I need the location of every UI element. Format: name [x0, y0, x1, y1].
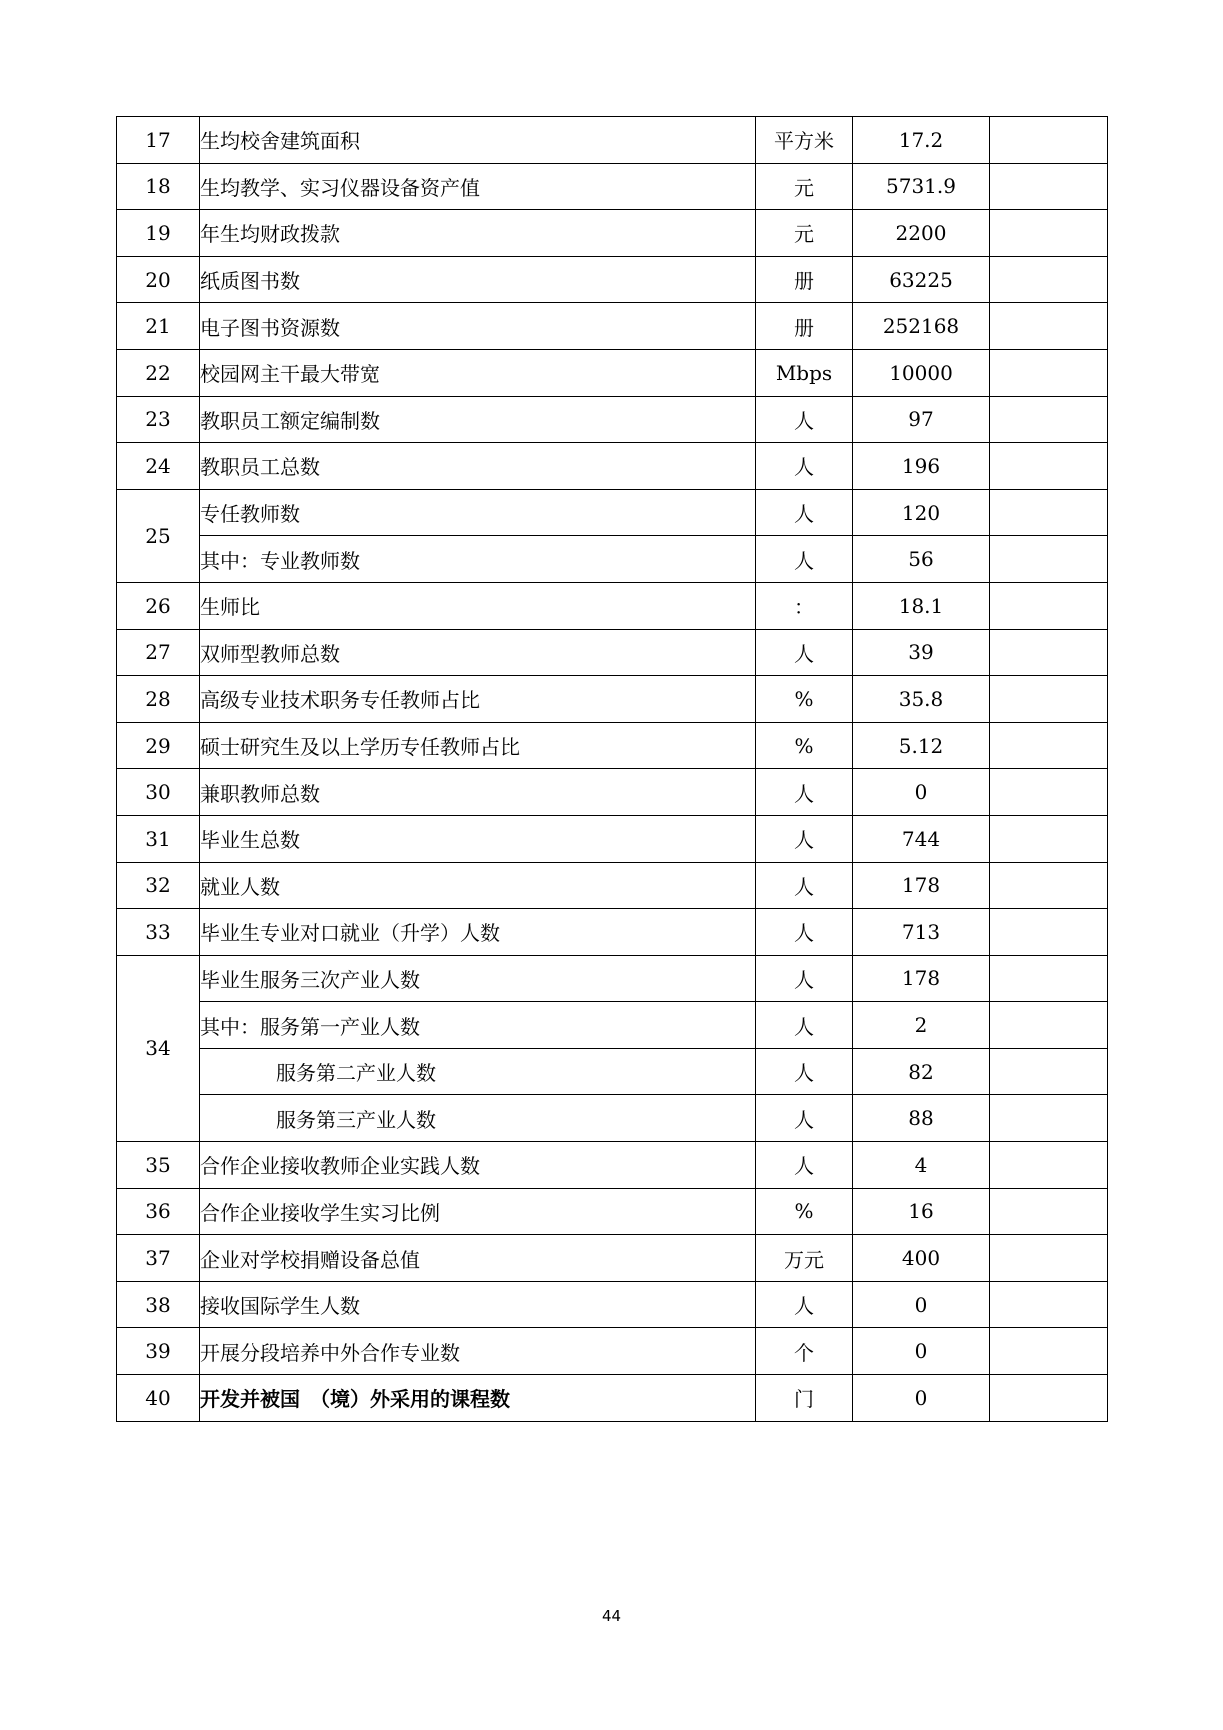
row-number: 20 [117, 256, 200, 303]
value-cell: 252168 [853, 303, 990, 350]
table-row [117, 163, 1108, 210]
unit-cell: 人 [756, 815, 853, 862]
unit-cell: % [756, 1188, 853, 1235]
indicator-name: 开展分段培养中外合作专业数 [200, 1328, 756, 1375]
indicator-name: 毕业生服务三次产业人数 [200, 955, 756, 1002]
unit-cell: 人 [756, 629, 853, 676]
unit-cell: 平方米 [756, 117, 853, 164]
remark-cell [990, 1188, 1108, 1235]
row-number: 25 [117, 489, 200, 582]
unit-cell: ： [756, 582, 853, 629]
unit-cell: 门 [756, 1375, 853, 1422]
value-cell: 400 [853, 1235, 990, 1282]
indicator-name: 高级专业技术职务专任教师占比 [200, 676, 756, 723]
table-row [117, 210, 1108, 257]
value-cell: 5.12 [853, 722, 990, 769]
value-cell: 178 [853, 862, 990, 909]
unit-cell: 人 [756, 1048, 853, 1095]
remark-cell [990, 489, 1108, 536]
remark-cell [990, 536, 1108, 583]
unit-cell: 人 [756, 955, 853, 1002]
indicator-name: 校园网主干最大带宽 [200, 349, 756, 396]
remark-cell [990, 1375, 1108, 1422]
remark-cell [990, 629, 1108, 676]
table-row [117, 722, 1108, 769]
row-number: 19 [117, 210, 200, 257]
row-number: 35 [117, 1142, 200, 1189]
unit-cell: 册 [756, 303, 853, 350]
indicator-name: 电子图书资源数 [200, 303, 756, 350]
indicator-name: 就业人数 [200, 862, 756, 909]
value-cell: 0 [853, 769, 990, 816]
remark-cell [990, 862, 1108, 909]
value-cell: 2200 [853, 210, 990, 257]
remark-cell [990, 909, 1108, 956]
page-number: 44 [601, 1607, 622, 1625]
indicator-name: 双师型教师总数 [200, 629, 756, 676]
value-cell: 0 [853, 1328, 990, 1375]
remark-cell [990, 1095, 1108, 1142]
row-number: 29 [117, 722, 200, 769]
table-row [117, 909, 1108, 956]
value-cell: 120 [853, 489, 990, 536]
remark-cell [990, 1328, 1108, 1375]
value-cell: 10000 [853, 349, 990, 396]
value-cell: 744 [853, 815, 990, 862]
table-row [117, 256, 1108, 303]
remark-cell [990, 163, 1108, 210]
row-number: 33 [117, 909, 200, 956]
table-row [117, 443, 1108, 490]
remark-cell [990, 396, 1108, 443]
table-row [117, 117, 1108, 164]
indicator-name: 年生均财政拨款 [200, 210, 756, 257]
remark-cell [990, 303, 1108, 350]
table-row [117, 1095, 1108, 1142]
row-number: 36 [117, 1188, 200, 1235]
table-row [117, 1188, 1108, 1235]
indicator-name: 毕业生专业对口就业（升学）人数 [200, 909, 756, 956]
indicator-name: 其中：专业教师数 [200, 536, 756, 583]
value-cell: 196 [853, 443, 990, 490]
indicator-name: 开发并被国 （境）外采用的课程数 [200, 1375, 756, 1422]
indicator-name: 服务第二产业人数 [200, 1048, 756, 1095]
indicator-name: 生师比 [200, 582, 756, 629]
value-cell: 16 [853, 1188, 990, 1235]
row-number: 39 [117, 1328, 200, 1375]
value-cell: 97 [853, 396, 990, 443]
table-row [117, 349, 1108, 396]
unit-cell: 人 [756, 443, 853, 490]
indicator-name: 接收国际学生人数 [200, 1281, 756, 1328]
value-cell: 17.2 [853, 117, 990, 164]
indicator-name: 合作企业接收学生实习比例 [200, 1188, 756, 1235]
row-number: 18 [117, 163, 200, 210]
value-cell: 2 [853, 1002, 990, 1049]
table-row [117, 955, 1108, 1002]
indicator-name: 服务第三产业人数 [200, 1095, 756, 1142]
remark-cell [990, 349, 1108, 396]
table-row [117, 862, 1108, 909]
indicator-name: 企业对学校捐赠设备总值 [200, 1235, 756, 1282]
remark-cell [990, 582, 1108, 629]
remark-cell [990, 1048, 1108, 1095]
remark-cell [990, 1235, 1108, 1282]
unit-cell: 个 [756, 1328, 853, 1375]
table-row [117, 1048, 1108, 1095]
unit-cell: 元 [756, 210, 853, 257]
unit-cell: % [756, 722, 853, 769]
unit-cell: 册 [756, 256, 853, 303]
table-row [117, 629, 1108, 676]
unit-cell: 人 [756, 536, 853, 583]
unit-cell: Mbps [756, 349, 853, 396]
remark-cell [990, 955, 1108, 1002]
row-number: 32 [117, 862, 200, 909]
value-cell: 39 [853, 629, 990, 676]
row-number: 40 [117, 1375, 200, 1422]
row-number: 22 [117, 349, 200, 396]
table-row [117, 1328, 1108, 1375]
unit-cell: 人 [756, 769, 853, 816]
unit-cell: % [756, 676, 853, 723]
remark-cell [990, 676, 1108, 723]
value-cell: 713 [853, 909, 990, 956]
row-number: 38 [117, 1281, 200, 1328]
row-number: 30 [117, 769, 200, 816]
table-row [117, 303, 1108, 350]
remark-cell [990, 1142, 1108, 1189]
remark-cell [990, 769, 1108, 816]
remark-cell [990, 443, 1108, 490]
value-cell: 0 [853, 1375, 990, 1422]
remark-cell [990, 117, 1108, 164]
row-number: 34 [117, 955, 200, 1141]
row-number: 23 [117, 396, 200, 443]
value-cell: 0 [853, 1281, 990, 1328]
table-row [117, 489, 1108, 536]
row-number: 27 [117, 629, 200, 676]
value-cell: 18.1 [853, 582, 990, 629]
unit-cell: 人 [756, 489, 853, 536]
value-cell: 178 [853, 955, 990, 1002]
table-row [117, 1375, 1108, 1422]
indicator-name: 教职员工额定编制数 [200, 396, 756, 443]
indicator-name: 纸质图书数 [200, 256, 756, 303]
row-number: 28 [117, 676, 200, 723]
value-cell: 88 [853, 1095, 990, 1142]
table-row [117, 1235, 1108, 1282]
indicator-name: 毕业生总数 [200, 815, 756, 862]
unit-cell: 人 [756, 909, 853, 956]
remark-cell [990, 1281, 1108, 1328]
table-row [117, 582, 1108, 629]
table-row [117, 1142, 1108, 1189]
value-cell: 56 [853, 536, 990, 583]
indicator-name: 专任教师数 [200, 489, 756, 536]
indicator-name: 硕士研究生及以上学历专任教师占比 [200, 722, 756, 769]
value-cell: 4 [853, 1142, 990, 1189]
row-number: 24 [117, 443, 200, 490]
table-row [117, 676, 1108, 723]
remark-cell [990, 210, 1108, 257]
unit-cell: 人 [756, 1095, 853, 1142]
remark-cell [990, 722, 1108, 769]
table-row [117, 769, 1108, 816]
unit-cell: 人 [756, 396, 853, 443]
value-cell: 35.8 [853, 676, 990, 723]
unit-cell: 人 [756, 1142, 853, 1189]
unit-cell: 人 [756, 1002, 853, 1049]
unit-cell: 人 [756, 1281, 853, 1328]
table-row [117, 396, 1108, 443]
value-cell: 82 [853, 1048, 990, 1095]
table-row [117, 815, 1108, 862]
unit-cell: 人 [756, 862, 853, 909]
indicator-name: 生均校舍建筑面积 [200, 117, 756, 164]
indicator-name: 教职员工总数 [200, 443, 756, 490]
remark-cell [990, 1002, 1108, 1049]
table-row [117, 536, 1108, 583]
value-cell: 5731.9 [853, 163, 990, 210]
unit-cell: 万元 [756, 1235, 853, 1282]
unit-cell: 元 [756, 163, 853, 210]
remark-cell [990, 815, 1108, 862]
remark-cell [990, 256, 1108, 303]
statistics-table [116, 116, 1108, 1422]
indicator-name: 兼职教师总数 [200, 769, 756, 816]
indicator-name: 合作企业接收教师企业实践人数 [200, 1142, 756, 1189]
row-number: 17 [117, 117, 200, 164]
indicator-name: 其中：服务第一产业人数 [200, 1002, 756, 1049]
row-number: 31 [117, 815, 200, 862]
row-number: 21 [117, 303, 200, 350]
value-cell: 63225 [853, 256, 990, 303]
table-row [117, 1002, 1108, 1049]
indicator-name: 生均教学、实习仪器设备资产值 [200, 163, 756, 210]
row-number: 37 [117, 1235, 200, 1282]
table-row [117, 1281, 1108, 1328]
row-number: 26 [117, 582, 200, 629]
